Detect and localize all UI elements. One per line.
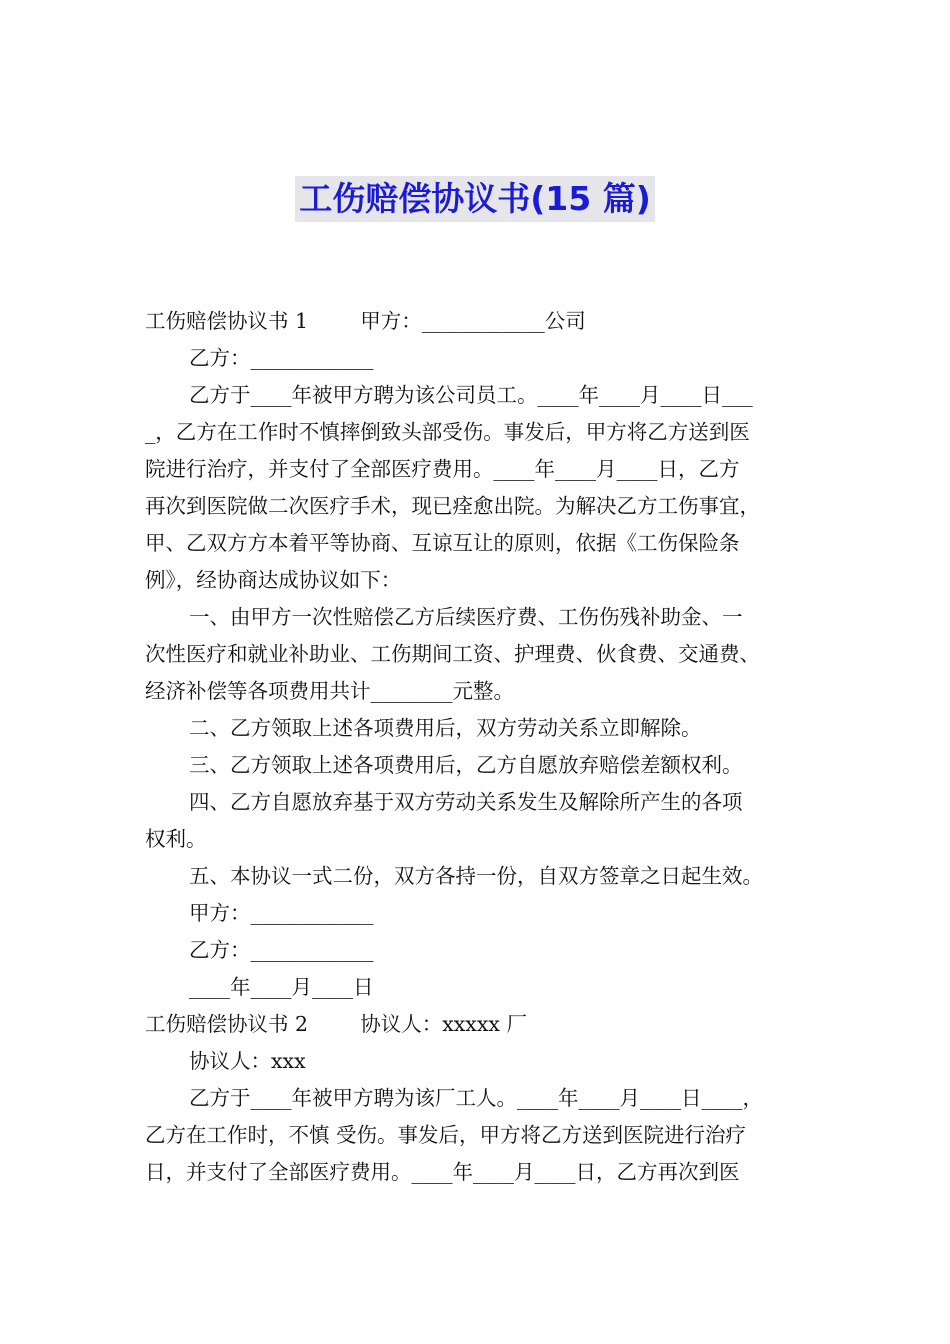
body-line: 乙方：____________ xyxy=(189,938,374,962)
body-line: _，乙方在工作时不慎摔倒致头部受伤。事发后，甲方将乙方送到医 xyxy=(145,420,750,444)
body-line: 甲、乙双方方本着平等协商、互谅互让的原则，依据《工伤保险条 xyxy=(145,531,740,555)
document-body xyxy=(145,303,825,1191)
body-line: 次性医疗和就业补助业、工伤期间工资、护理费、伙食费、交通费、 xyxy=(145,642,760,666)
body-line: 三、乙方领取上述各项费用后，乙方自愿放弃赔偿差额权利。 xyxy=(189,753,743,777)
body-line: 权利。 xyxy=(145,827,207,851)
body-line: 日，并支付了全部医疗费用。____年____月____日，乙方再次到医 xyxy=(145,1160,740,1184)
body-line: 甲方：____________ xyxy=(189,901,374,925)
body-line: 再次到医院做二次医疗手术，现已痊愈出院。为解决乙方工伤事宜， xyxy=(145,494,760,518)
body-line: 乙方于____年被甲方聘为该厂工人。____年____月____日____， xyxy=(189,1086,763,1110)
body-line: 五、本协议一式二份，双方各持一份，自双方签章之日起生效。 xyxy=(189,864,763,888)
body-line: 协议人：xxx xyxy=(189,1049,306,1073)
title-container xyxy=(0,176,950,222)
body-line: 四、乙方自愿放弃基于双方劳动关系发生及解除所产生的各项 xyxy=(189,790,743,814)
body-line: 二、乙方领取上述各项费用后，双方劳动关系立即解除。 xyxy=(189,716,702,740)
body-line: 一、由甲方一次性赔偿乙方后续医疗费、工伤伤残补助金、一 xyxy=(189,605,743,629)
body-line: 乙方在工作时，不慎 受伤。事发后，甲方将乙方送到医院进行治疗 xyxy=(145,1123,747,1147)
body-line: ____年____月____日 xyxy=(189,975,374,999)
body-line: 院进行治疗，并支付了全部医疗费用。____年____月____日，乙方 xyxy=(145,457,740,481)
body-line: 经济补偿等各项费用共计________元整。 xyxy=(145,679,514,703)
body-line: 例》，经协商达成协议如下： xyxy=(145,568,402,592)
body-line: 乙方于____年被甲方聘为该公司员工。____年____月____日___ xyxy=(189,383,753,407)
body-line: 工伤赔偿协议书 2 协议人：xxxxx 厂 xyxy=(145,1012,528,1036)
body-line: 乙方：____________ xyxy=(189,346,374,370)
document-title: 工伤赔偿协议书(15 篇) xyxy=(295,176,655,222)
body-line: 工伤赔偿协议书 1 甲方：____________公司 xyxy=(145,309,586,333)
